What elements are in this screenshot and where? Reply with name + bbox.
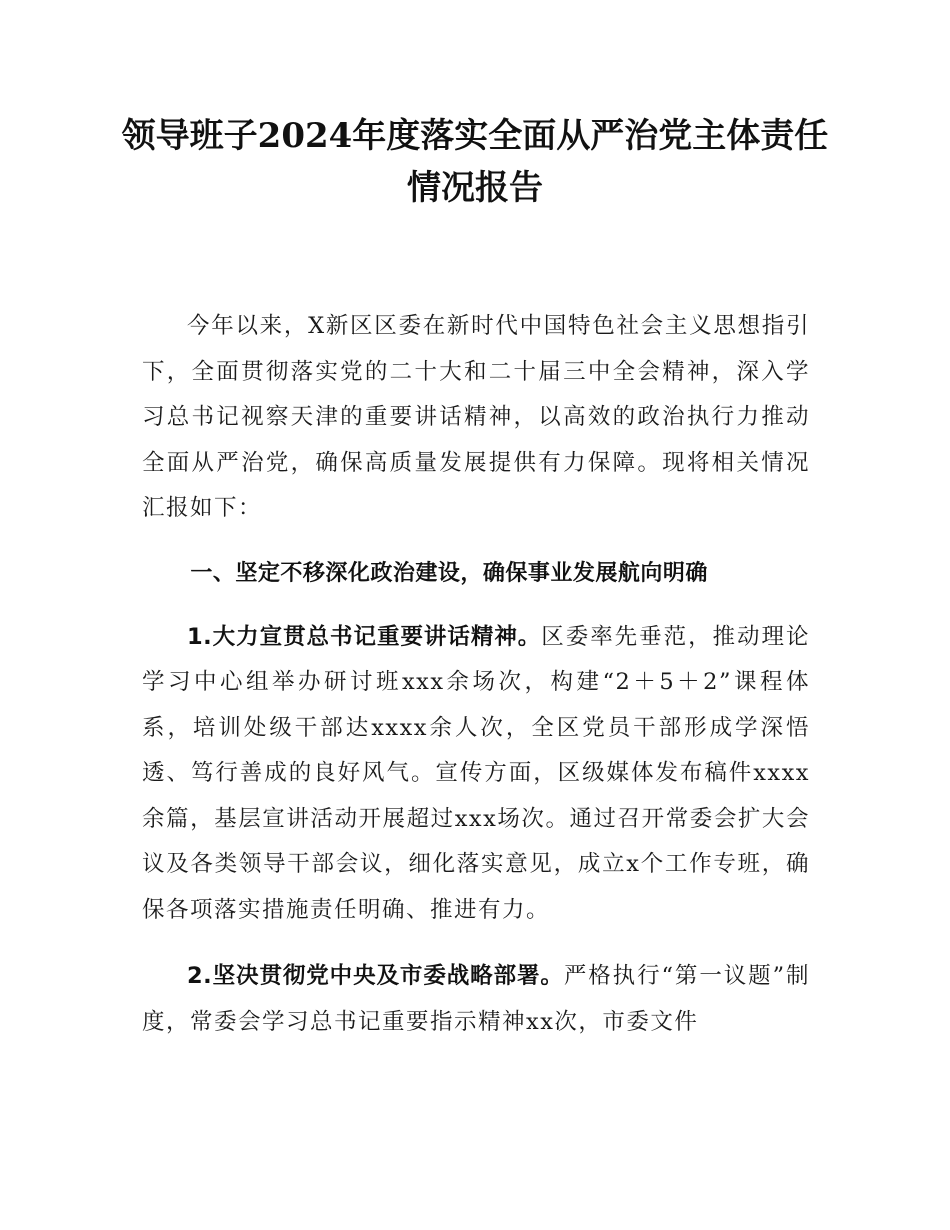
item-text-1: 区委率先垂范，推动理论学习中心组举办研讨班xxx余场次，构建“2＋5＋2”课程体系，培训处级干部达xxxx余人次，全区党员干部形成学深悟透、笃行善成的良好风气。宣传方面，区级媒体发布稿件xxxx余篇，基层宣讲活动开展超过xxx场次。通过召开常委会扩大会议及各类领导干部会议，细化落实意见，成立x个工作专班，确保各项落实措施责任明确、推进有力。: [142, 623, 810, 923]
intro-paragraph: 今年以来，X新区区委在新时代中国特色社会主义思想指引下，全面贯彻落实党的二十大和二十届三中全会精神，深入学习总书记视察天津的重要讲话精神，以高效的政治执行力推动全面从严治党，确保高质量发展提供有力保障。现将相关情况汇报如下：: [142, 313, 810, 521]
item-text-2: 严格执行“第一议题”制度，常委会学习总书记重要指示精神xx次，市委文件: [142, 963, 810, 1035]
item-paragraph-1: [142, 615, 810, 934]
item-paragraph-2: [142, 954, 810, 1045]
section-heading: 一、坚定不移深化政治建设，确保事业发展航向明确: [190, 560, 708, 586]
item-lead-2: 2.坚决贯彻党中央及市委战略部署。: [187, 963, 564, 989]
document-title: 领导班子2024年度落实全面从严治党主体责任情况报告: [121, 116, 829, 208]
item-lead-1: 1.大力宣贯总书记重要讲话精神。: [187, 623, 542, 650]
document-body: [142, 304, 810, 1045]
